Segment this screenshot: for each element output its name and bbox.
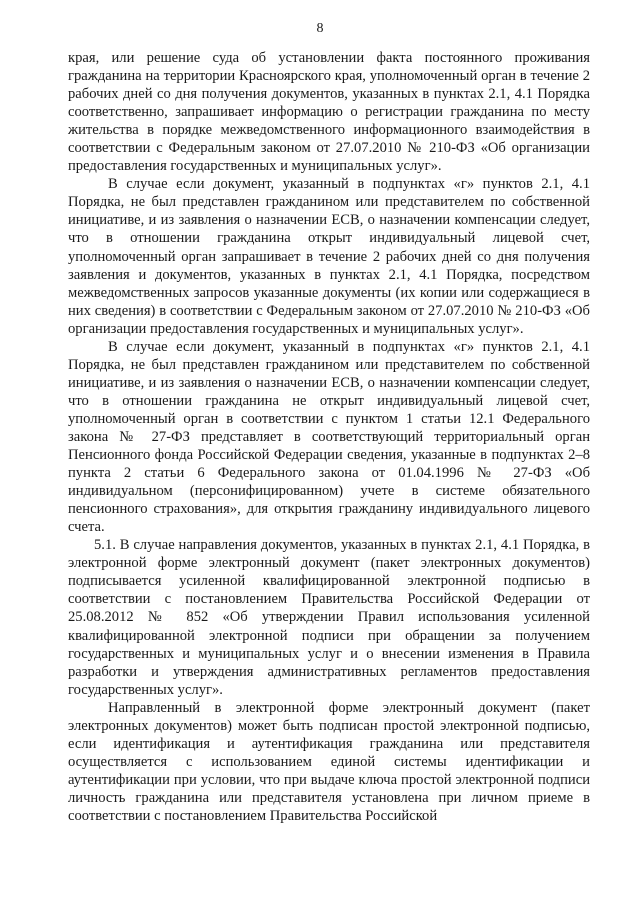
- paragraph-pension-fund: В случае если документ, указанный в подпунктах «г» пунктов 2.1, 4.1 Порядка, не был представлен гражданином или представителем по собственной инициативе, и из заявления о назначении ЕСВ, о назначении компенсации следует, что в отношении гражданина не открыт индивидуальный лицевой счет, уполномоченный орган в соответствии с пунктом 1 статьи 12.1 Федерального закона № 27-ФЗ представляет в соответствующий территориальный орган Пенсионного фонда Российской Федерации сведения, указанные в подпунктах 2–8 пункта 2 статьи 6 Федерального закона от 01.04.1996 № 27-ФЗ «Об индивидуальном (персонифицированном) учете в системе обязательного пенсионного страхования», для открытия гражданину индивидуального лицевого счета.: [68, 338, 590, 536]
- paragraph-continuation: края, или решение суда об установлении факта постоянного проживания гражданина на территории Красноярского края, уполномоченный орган в течение 2 рабочих дней со дня получения документов, указанных в пунктах 2.1, 4.1 Порядка соответственно, запрашивает информацию о регистрации гражданина по месту жительства в порядке межведомственного информационного взаимодействия в соответствии с Федеральным законом от 27.07.2010 № 210-ФЗ «Об организации предоставления государственных и муниципальных услуг».: [68, 50, 590, 175]
- paragraph-electronic-signature: 5.1. В случае направления документов, указанных в пунктах 2.1, 4.1 Порядка, в электронной форме электронный документ (пакет электронных документов) подписывается усиленной квалифицированной электронной подписью в соответствии с постановлением Правительства Российской Федерации от 25.08.2012 № 852 «Об утверждении Правил использования усиленной квалифицированной электронной подписи при обращении за получением государственных и муниципальных услуг и о внесении изменения в Правила разработки и утверждения административных регламентов предоставления государственных услуг».: [68, 537, 590, 698]
- page-number: 8: [316, 21, 324, 36]
- paragraph-interagency-request: В случае если документ, указанный в подпунктах «г» пунктов 2.1, 4.1 Порядка, не был представлен гражданином или представителем по собственной инициативе, и из заявления о назначении ЕСВ, о назначении компенсации следует, что в отношении гражданина открыт индивидуальный лицевой счет, уполномоченный орган запрашивает в течение 2 рабочих дней со дня получения заявления и документов, указанных в пунктах 2.1, 4.1 Порядка, посредством межведомственных запросов указанные документы (их копии или содержащиеся в них сведения) в соответствии с Федеральным законом от 27.07.2010 № 210-ФЗ «Об организации предоставления государственных и муниципальных услуг».: [68, 176, 590, 337]
- document-body: [68, 49, 590, 825]
- paragraph-simple-signature: Направленный в электронной форме электронный документ (пакет электронных документов) может быть подписан простой электронной подписью, если идентификация и аутентификация гражданина или представителя осуществляется с использованием единой системы идентификации и аутентификации при условии, что при выдаче ключа простой электронной подписи личность гражданина или представителя установлена при личном приеме в соответствии с постановлением Правительства Российской: [68, 699, 590, 824]
